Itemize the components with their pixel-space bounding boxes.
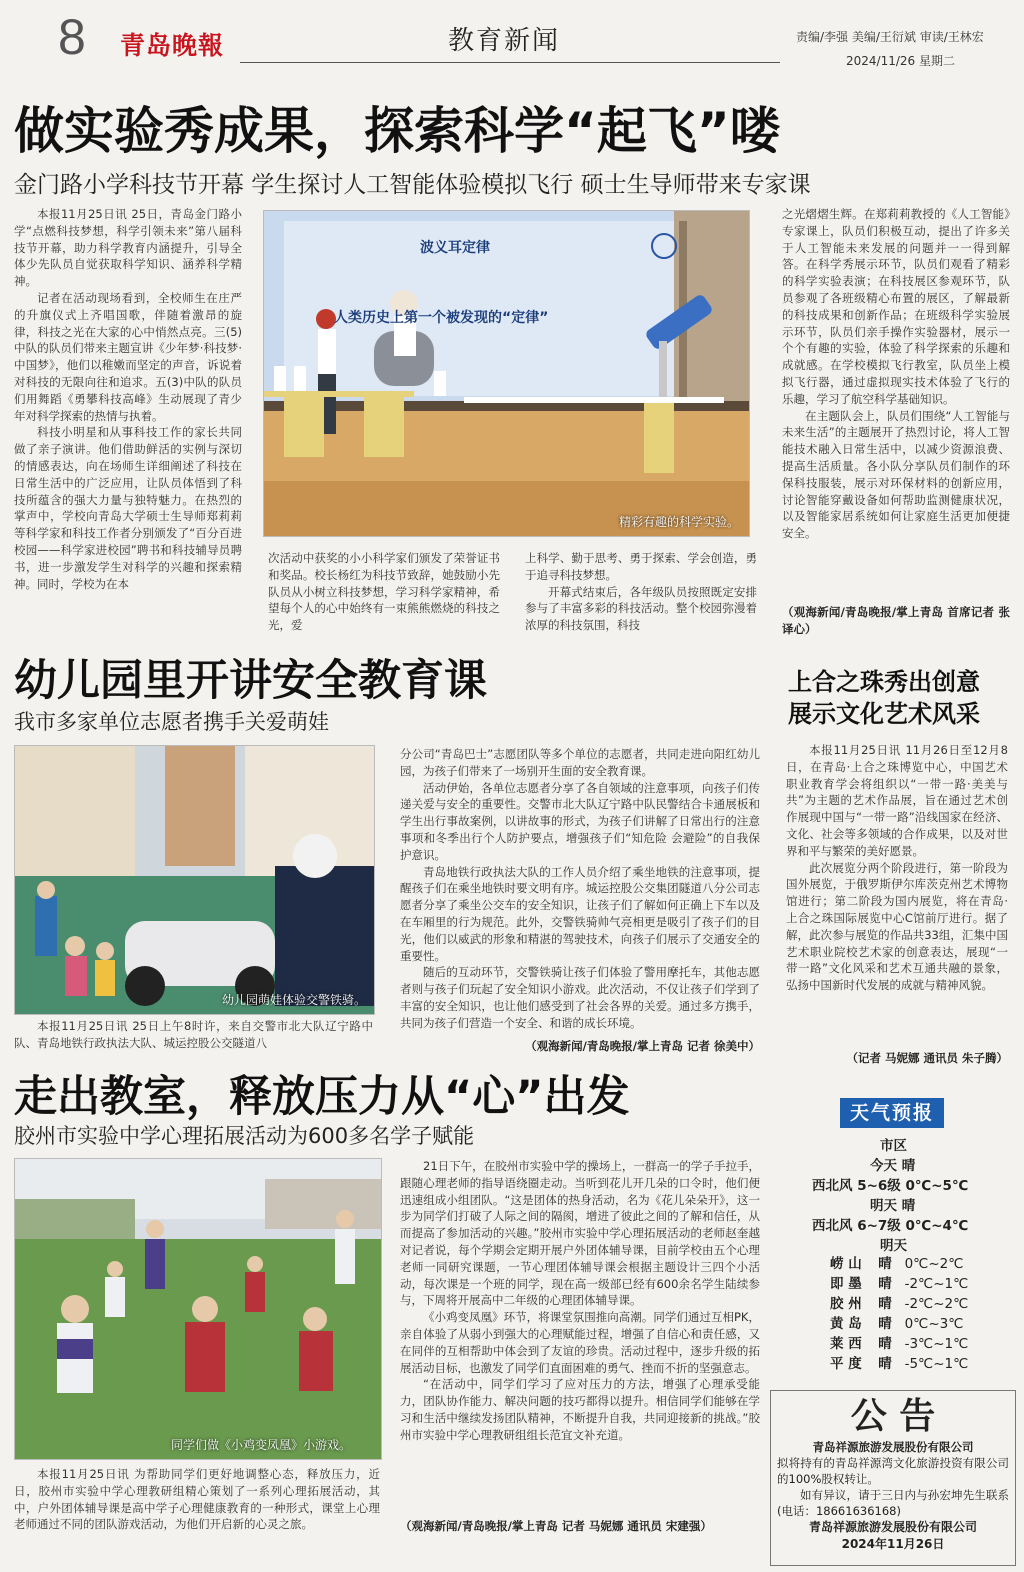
paragraph: 本报11月25日讯 11月26日至12月8日，在青岛·上合之珠博览中心，中国艺术职业教育学会将组织以“一带一路·美美与共”为主题的艺术作品展，旨在通过艺术创作展现中国与“一带一路”沿线国家在经济、文化、社会等多领域的合作成果，以及对世界和平与繁荣的美好愿景。 (786, 743, 1008, 858)
article3-subhead: 胶州市实验中学心理拓展活动为600多名学子赋能 (14, 1124, 475, 1148)
notice-body-2: 如有异议，请于三日内与孙宏坤先生联系(电话：18661636168) (777, 1488, 1009, 1518)
section-title: 教育新闻 (448, 26, 561, 56)
article1-subhead: 金门路小学科技节开幕 学生探讨人工智能体验模拟飞行 硕士生导师带来专家课 (14, 172, 811, 198)
weather-district-row: 平 度 晴 -5℃~1℃ (830, 1356, 969, 1372)
paragraph: 此次展览分两个阶段进行，第一阶段为国外展览，于俄罗斯伊尔库茨克州艺术博物馆进行；第二阶段为国内展览，将在青岛·上合之珠国际展览中心C馆前厅进行。据了解，此次参与展览的作品共33组，汇集中国艺术职业院校艺术家的创意表达，展现“一带一路”文化风采和艺术互通共融的景象，弘扬中国新时代发展的成就与精神风貌。 (786, 860, 1008, 993)
paragraph: 本报11月25日讯 为帮助同学们更好地调整心态，释放压力，近日，胶州市实验中学心理教研组精心策划了一系列心理拓展活动，其中，户外团体辅导课是高中学子心理健康教育的一种形式，课堂上心理老师通过不同的团队游戏活动，为他们开启新的心灵之旅。 (14, 1467, 380, 1532)
header-rule (240, 62, 780, 63)
paragraph: 分公司“青岛巴士”志愿团队等多个单位的志愿者，共同走进向阳红幼儿园，为孩子们带来了一场别开生面的安全教育课。 (400, 747, 760, 778)
paragraph: 在主题队会上，队员们围绕“人工智能与未来生活”的主题展开了热烈讨论，将人工智能技术融入日常生活中，以减少资源浪费、提高生活质量。各小队分享队员们制作的环保科技服装，展示对环保材料的创新应用，讨论智能穿戴设备如何帮助监测健康状况，以及智能家居系统如何让家庭生活更加便捷安全。 (782, 408, 1010, 541)
paragraph: 青岛地铁行政执法大队的工作人员介绍了乘坐地铁的注意事项，提醒孩子们在乘坐地铁时要文明有序。城运控股公交集团隧道八分公司志愿者分享了乘坐公交车的安全知识，让孩子们了解如何正确上下车以及在车厢里的行为规范。此外，交警铁骑帅气亮相更是吸引了孩子们的目光，他们以威武的形象和精湛的驾驶技术，向孩子们展示了交通安全的重要性。 (400, 864, 760, 963)
weather-district-row: 黄 岛 晴 0℃~3℃ (830, 1316, 964, 1332)
weather-district-row: 即 墨 晴 -2℃~1℃ (830, 1276, 969, 1292)
weather-district-row: 莱 西 晴 -3℃~1℃ (830, 1336, 969, 1352)
weather-district-row: 崂 山 晴 0℃~2℃ (830, 1256, 964, 1272)
article1-column-4 (782, 206, 1010, 604)
article3-column-left (14, 1466, 380, 1554)
newspaper-logo: 青岛晚報 (120, 31, 225, 60)
stage-text-top: 波义耳定律 (420, 240, 490, 256)
article1-column-3 (525, 550, 757, 636)
article1-signature: （观海新闻/青岛晚报/掌上青岛 首席记者 张译心） (782, 605, 1010, 636)
playground-illustration (15, 1159, 381, 1459)
article3-headline: 走出教室，释放压力从“心”出发 (14, 1072, 630, 1122)
paragraph: “在活动中，同学们学习了应对压力的方法，增强了心理承受能力，团队协作能力、解决问题的技巧都得以提升。相信同学们能够在学习和生活中继续发扬团队精神，不断提升自我，共同迎接新的挑战。”胶州市实验中学心理教研组组长范宜文补充道。 (400, 1377, 760, 1442)
weather-today-wind: 西北风 5~6级 0℃~5℃ (812, 1178, 969, 1194)
article1-column-1 (14, 206, 242, 636)
notice-box (770, 1390, 1016, 1566)
issue-date: 2024/11/26 星期二 (846, 54, 955, 68)
kindergarten-illustration (15, 746, 374, 1014)
weather-tomorrow: 明天 晴 (870, 1198, 916, 1214)
article2-column-right (400, 746, 760, 1036)
article4-signature: （记者 马妮娜 通讯员 朱子腾） (846, 1051, 1008, 1065)
article3-signature: （观海新闻/青岛晚报/掌上青岛 记者 马妮娜 通讯员 宋建强） (400, 1519, 712, 1533)
stage-illustration (264, 211, 749, 536)
article2-signature: （观海新闻/青岛晚报/掌上青岛 记者 徐美中） (525, 1039, 760, 1053)
article4-headline-line2: 展示文化艺术风采 (788, 700, 980, 728)
article3-photo-caption: 同学们做《小鸡变凤凰》小游戏。 (170, 1438, 351, 1452)
stage-text-banner: 人类历史上第一个被发现的“定律” (334, 310, 549, 326)
paragraph: 活动伊始，各单位志愿者分享了各自领域的注意事项，向孩子们传递关爱与安全的重要性。交警市北大队辽宁路中队民警结合卡通展板和学生出行事故案例，以讲故事的形式，为孩子们讲解了日常出行的注意事项和冬季出行个人防护要点，增强孩子们“知危险 会避险”的自我保护意识。 (400, 780, 760, 862)
paragraph: 本报11月25日讯 25日，青岛金门路小学“点燃科技梦想，科学引领未来”第八届科技节开幕，助力科学教育内涵提升，引导全体少先队员自觉获取科学知识、涵养科学精神。 (14, 207, 242, 289)
notice-org-bottom: 青岛祥源旅游发展股份有限公司 (808, 1520, 977, 1534)
article3-photo (14, 1158, 382, 1460)
weather-tomorrow-wind: 西北风 6~7级 0℃~4℃ (812, 1218, 969, 1234)
paragraph: 上科学、勤于思考、勇于探索、学会创造，勇于追寻科技梦想。 (525, 551, 757, 582)
paragraph: 开幕式结束后，各年级队员按照既定安排参与了丰富多彩的科技活动。整个校园弥漫着浓厚的科技氛围，科技 (525, 584, 757, 633)
article4-body (786, 742, 1008, 1048)
article3-column-right (400, 1158, 760, 1516)
article4-headline-line1: 上合之珠秀出创意 (788, 668, 980, 696)
article1-photo (263, 210, 750, 537)
article2-headline: 幼儿园里开讲安全教育课 (14, 656, 487, 706)
weather-districts-label: 明天 (880, 1238, 907, 1254)
editors-line: 责编/李强 美编/王衍斌 审读/王林宏 (796, 30, 984, 44)
weather-district-list (830, 1252, 1000, 1372)
weather-district-row: 胶 州 晴 -2℃~2℃ (830, 1296, 969, 1312)
paragraph: 21日下午，在胶州市实验中学的操场上，一群高一的学子手拉手，跟随心理老师的指导语绕圈走动。当听到花儿开几朵的口令时，他们便迅速组成小组团队。“这是团体的热身活动，名为《花儿朵朵开》，这一步为同学们打破了人际之间的隔阂，增进了彼此之间的了解和信任，从而提高了参加活动的兴趣。”胶州市实验中学心理拓展活动的老师赵奎越对记者说，每个学期会定期开展户外团体辅导课，目前学校由五个心理老师一同研究课题，一节心理团体辅导课会根据主题设计三四个小活动，每次课是一个班的同学，现在高一级部已经有600余名学生陆续参与，下周将开展高中二年级的心理团体辅导课。 (400, 1159, 760, 1308)
paragraph: 次活动中获奖的小小科学家们颁发了荣誉证书和奖品。校长杨红为科技节致辞，她鼓励小先队员从小树立科技梦想，学习科学家精神，希望每个人的心中始终有一束熊熊燃烧的科技之光，爱 (268, 551, 500, 633)
notice-body-1: 拟将持有的青岛祥源湾文化旅游投资有限公司的100%股权转让。 (777, 1456, 1009, 1486)
paragraph: 之光熠熠生辉。在郑莉莉教授的《人工智能》专家课上，队员们积极互动，提出了许多关于人工智能未来发展的问题并一一得到解答。在科学秀展示环节，队员们观看了精彩的科学实验表演；在科技展区参观环节，队员参观了各班级精心布置的展区，了解最新的科技成果和创新作品；在班级科学实验展示环节，队员们亲手操作实验器材，展示一个个有趣的实验，体验了科学探索的乐趣和成就感。在学校模拟飞行教室，队员坐上模拟飞行器，通过虚拟现实技术体验了飞行的乐趣，学习了航空科学基础知识。 (782, 207, 1010, 406)
paragraph: 《小鸡变凤凰》环节，将课堂氛围推向高潮。同学们通过互相PK，亲自体验了从弱小到强大的心理赋能过程，增强了自信心和责任感，又在同伴的互相帮助中体会到了友谊的珍贵。活动过程中，逐步升级的拓展活动目标，也激发了同学们直面困难的勇气、挫而不折的坚强意志。 (400, 1310, 760, 1375)
paragraph: 本报11月25日讯 25日上午8时许，来自交警市北大队辽宁路中队、青岛地铁行政执法大队、城运控股公交隧道八 (14, 1019, 373, 1050)
weather-city-label: 市区 (880, 1138, 907, 1154)
notice-org-top: 青岛祥源旅游发展股份有限公司 (812, 1440, 974, 1454)
article2-column-left (14, 1018, 373, 1054)
article2-photo (14, 745, 375, 1015)
article2-subhead: 我市多家单位志愿者携手关爱萌娃 (14, 710, 329, 734)
notice-title: 公 告 (850, 1396, 936, 1437)
article2-photo-caption: 幼儿园萌娃体验交警铁骑。 (221, 993, 366, 1007)
page-number: 8 (58, 9, 86, 65)
paragraph: 记者在活动现场看到，全校师生在庄严的升旗仪式上齐唱国歌，伴随着激昂的旋律，科技之光在大家的心中悄然点亮。三(5)中队的队员们带来主题宣讲《少年梦·科技梦·中国梦》，他们以稚嫩而坚定的声音，诉说着对科技的无限向往和追求。五(3)中队的队员们用舞蹈《勇攀科技高峰》生动展现了青少年对科学探索的热情与执着。 (14, 290, 242, 423)
paragraph: 随后的互动环节，交警铁骑让孩子们体验了警用摩托车，其他志愿者则与孩子们玩起了安全知识小游戏。此次活动，不仅让孩子们学到了丰富的安全知识，也让他们感受到了社会各界的关爱。通过多方携手，共同为孩子们营造一个安全、和谐的成长环境。 (400, 965, 760, 1030)
article1-photo-caption: 精彩有趣的科学实验。 (618, 515, 739, 529)
notice-date: 2024年11月26日 (841, 1537, 945, 1551)
weather-title: 天气预报 (840, 1098, 944, 1128)
paragraph: 科技小明星和从事科技工作的家长共同做了亲子演讲。他们借助鲜活的实例与深切的情感表达，向在场师生详细阐述了科技在日常生活中的广泛应用，让队员体悟到了科技所蕴含的强大力量与独特魅力。在热烈的掌声中，学校向青岛大学硕士生导师郑莉莉等科学家和科技工作者分别颁发了“百分百进校园——科学家进校园”聘书和科技辅导员聘书，进一步激发学生对科学的兴趣和探索精神。同时，学校为在本 (14, 425, 242, 591)
article1-column-2 (268, 550, 500, 636)
article1-headline: 做实验秀成果，探索科学“起飞”喽 (14, 102, 780, 160)
weather-today: 今天 晴 (870, 1158, 916, 1174)
